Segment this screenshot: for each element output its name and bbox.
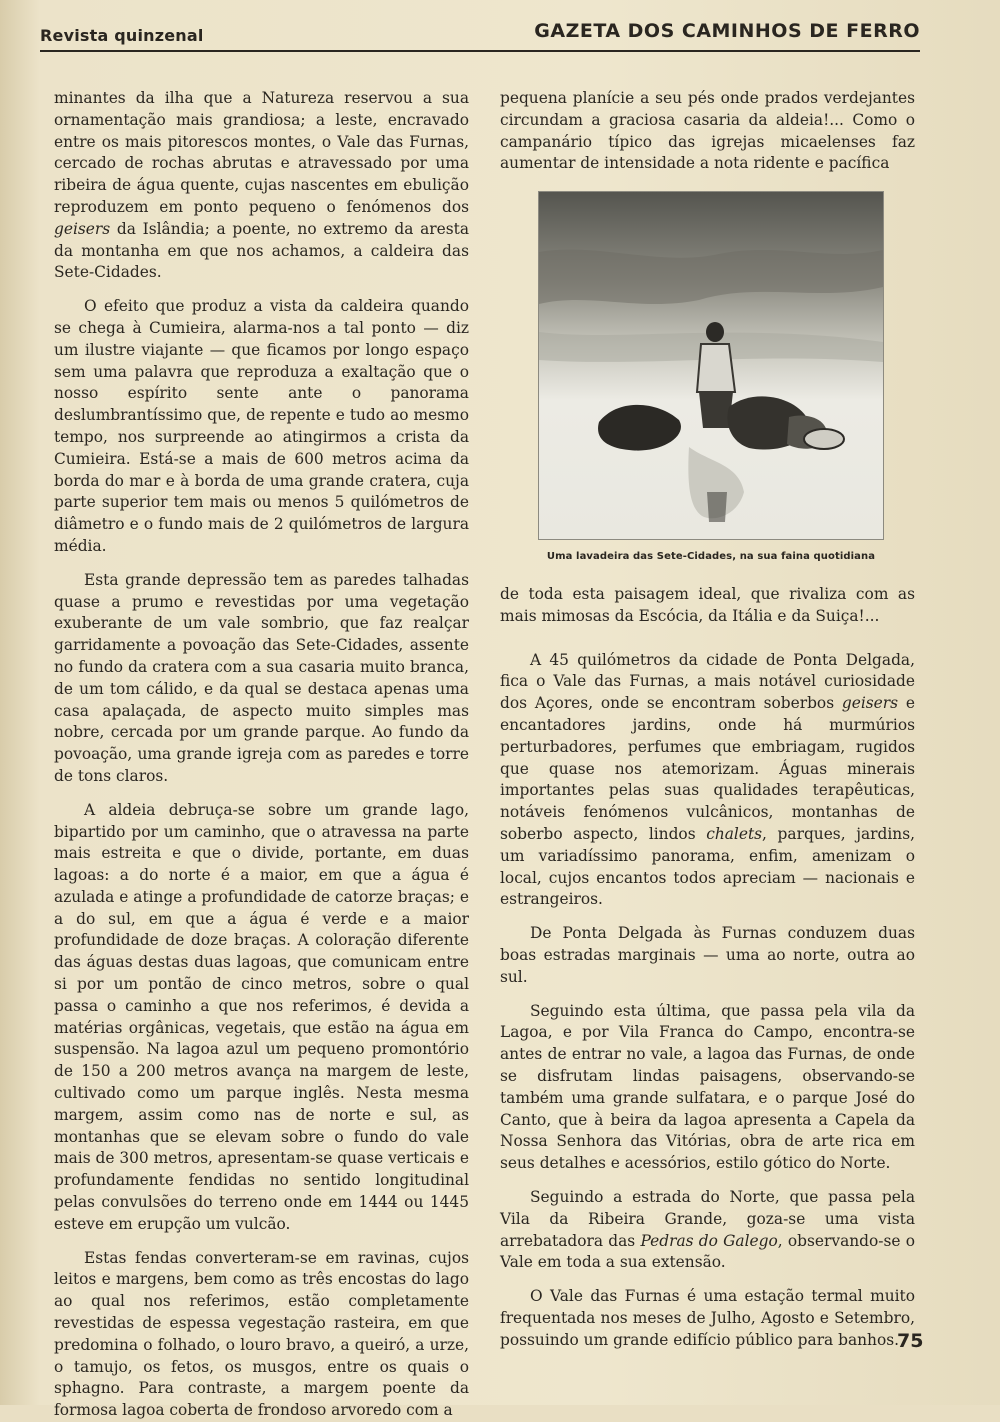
paragraph: minantes da ilha que a Natureza reservou a sua ornamentação mais grandiosa; a leste, encravado entre os mais pitorescos montes, o Vale das Furnas, cercado de rochas abrutas e atravessado por uma ribeira de água quente, cujas nascentes em ebulição reproduzem em ponto pequeno o fenómenos dos geisers da Islândia; a poente, no extremo da aresta da montanha em que nos achamos, a caldeira das Sete-Cidades. [54, 89, 469, 282]
paragraph: Estas fendas converteram-se em ravinas, cujos leitos e margens, bem como as três encostas do lago ao qual nos referimos, estão completamente revestidas de espessa vegestação rasteira, em que predomina o folhado, o louro bravo, a queiró, a urze, o tamujo, os fetos, os musgos, entre os quais o sphagno. Para contraste, a margem poente da formosa lagoa coberta de frondoso arvoredo com a [54, 1248, 469, 1420]
photo-caption: Uma lavadeira das Sete-Cidades, na sua faina quotidiana [546, 551, 876, 563]
paragraph: pequena planície a seu pés onde prados verdejantes circundam a graciosa casaria da aldeia!... Como o campanário típico das igrejas micaelenses faz aumentar de intensidade a nota ridente e pacífica [500, 89, 915, 173]
paragraph: Seguindo esta última, que passa pela vila da Lagoa, e por Vila Franca do Campo, encontra-se antes de entrar no vale, a lagoa das Furnas, de onde se disfrutam lindas paisagens, observando-se também uma grande sulfatara, e o parque José do Canto, que à beira da lagoa apresenta a Capela da Nossa Senhora das Vitórias, obra de arte rica em seus detalhes e acessórios, estilo gótico do Norte. [500, 1001, 915, 1173]
paragraph: Esta grande depressão tem as paredes talhadas quase a prumo e revestidas por uma vegetação exuberante de um vale sombrio, que faz realçar garridamente a povoação das Sete-Cidades, assente no fundo da cratera com a sua casaria muito branca, de um tom cálido, e da qual se destaca apenas uma casa apalaçada, de aspecto muito simples mas nobre, cercada por um grande parque. Ao fundo da povoação, uma grande igreja com as paredes e torre de tons claros. [54, 570, 469, 785]
photo-illustration [539, 192, 883, 539]
paragraph: De Ponta Delgada às Furnas conduzem duas boas estradas marginais — uma ao norte, outra ao sul. [500, 924, 915, 986]
paragraph: A 45 quilómetros da cidade de Ponta Delgada, fica o Vale das Furnas, a mais notável curiosidade dos Açores, onde se encontram soberbos geisers e encantadores jardins, onde há murmúrios perturbadores, perfumes que embriagam, rugidos que quase nos atemorizam. Águas minerais importantes pelas suas qualidades terapêuticas, notáveis fenómenos vulcânicos, montanhas de soberbo aspecto, lindos chalets, parques, jardins, um variadíssimo panorama, enfim, amenizam o local, cujos encantos todos apreciam — nacionais e estrangeiros. [500, 650, 915, 909]
figure [538, 191, 884, 568]
right-column [500, 88, 915, 1351]
page-number: 75 [897, 1330, 924, 1352]
paragraph: de toda esta paisagem ideal, que rivaliza com as mais mimosas da Escócia, da Itália e da Suiça!... [500, 584, 915, 625]
paragraph: O Vale das Furnas é uma estação termal muito frequentada nos meses de Julho, Agosto e Setembro, possuindo um grande edifício público para banhos. [500, 1287, 915, 1349]
paragraph: A aldeia debruça-se sobre um grande lago, bipartido por um caminho, que o atravessa na parte mais estreita e que o divide, portante, em duas lagoas: a do norte é a maior, em que a água é azulada e atinge a profundidade de catorze braças; e a do sul, em que a água é verde e a maior profundidade de doze braças. A coloração diferente das águas destas duas lagoas, que comunicam entre si por um pontão de cinco metros, sobre o qual passa o caminho a que nos referimos, é devida a matérias orgânicas, vegetais, que estão na água em suspensão. Na lagoa azul um pequeno promontório de 150 a 200 metros avança na margem de leste, cultivado como um parque inglês. Nesta mesma margem, assim como nas de norte e sul, as montanhas que se elevam sobre o fundo do vale mais de 300 metros, apresentam-se quase verticais e profundamente fendidas no sentido longitudinal pelas convulsões do terreno onde em 1444 ou 1445 esteve em erupção um vulcão. [54, 800, 469, 1233]
paragraph: Seguindo a estrada do Norte, que passa pela Vila da Ribeira Grande, goza-se uma vista arrebatadora das Pedras do Galego, observando-se o Vale em toda a sua extensão. [500, 1187, 916, 1272]
running-header [40, 18, 920, 52]
left-column [54, 88, 469, 1422]
paragraph: O efeito que produz a vista da caldeira quando se chega à Cumieira, alarma-nos a tal ponto — diz um ilustre viajante — que ficamos por longo espaço sem uma palavra que reproduza a exaltação que o nosso espírito sente ante o panorama deslumbrantíssimo que, de repente e tudo ao mesmo tempo, nos surpreende ao atingirmos a crista da Cumieira. Está-se a mais de 600 metros acima da borda do mar e à borda de uma grande cratera, cuja parte superior tem mais ou menos 5 quilómetros de diâmetro e o fundo mais de 2 quilómetros de largura média. [54, 297, 469, 555]
header-right-title: GAZETA DOS CAMINHOS DE FERRO [534, 20, 920, 42]
photo-washerwoman [538, 191, 884, 540]
header-left-title: Revista quinzenal [40, 26, 204, 45]
